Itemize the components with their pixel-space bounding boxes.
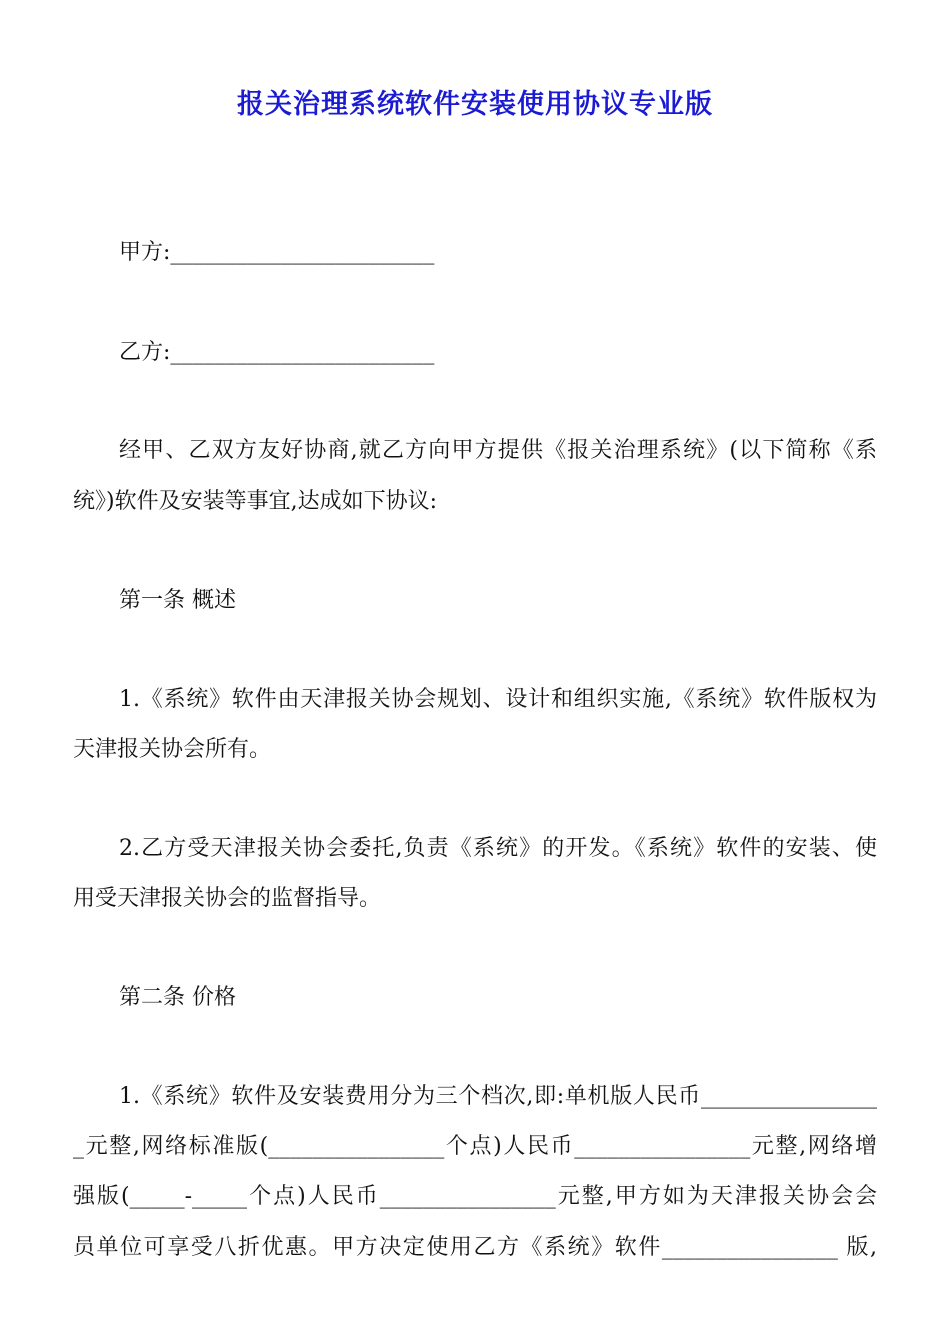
article-2-item-1-line-2: _元整,网络标准版(________________个点)人民币________________元整,网络增 <box>73 1134 877 1159</box>
article-2-item-1-line-3: 强版(_____-_____个点)人民币________________元整,甲方如为天津报关协会会 <box>73 1184 877 1209</box>
article-2-heading: 第二条 价格 <box>119 985 236 1010</box>
article-2-item-1-line-1: 1.《系统》软件及安装费用分为三个档次,即:单机版人民币________________ <box>119 1084 877 1109</box>
document-title: 报关治理系统软件安装使用协议专业版 <box>237 89 713 120</box>
article-1-item-1-line-2: 天津报关协会所有。 <box>73 737 272 762</box>
party-a-line: 甲方:________________________ <box>119 240 435 265</box>
intro-line-2: 统》)软件及安装等事宜,达成如下协议: <box>73 489 437 514</box>
article-2-item-1-line-4: 员单位可享受八折优惠。甲方决定使用乙方《系统》软件________________ 版, <box>73 1235 877 1260</box>
article-1-item-1-line-1: 1.《系统》软件由天津报关协会规划、设计和组织实施,《系统》软件版权为 <box>119 687 877 712</box>
article-1-item-2-line-1: 2.乙方受天津报关协会委托,负责《系统》的开发。《系统》软件的安装、使 <box>119 836 877 861</box>
article-1-item-2-line-2: 用受天津报关协会的监督指导。 <box>73 886 382 911</box>
article-1-heading: 第一条 概述 <box>119 588 236 613</box>
intro-line-1: 经甲、乙双方友好协商,就乙方向甲方提供《报关治理系统》(以下简称《系 <box>119 438 877 463</box>
party-b-line: 乙方:________________________ <box>119 340 435 365</box>
